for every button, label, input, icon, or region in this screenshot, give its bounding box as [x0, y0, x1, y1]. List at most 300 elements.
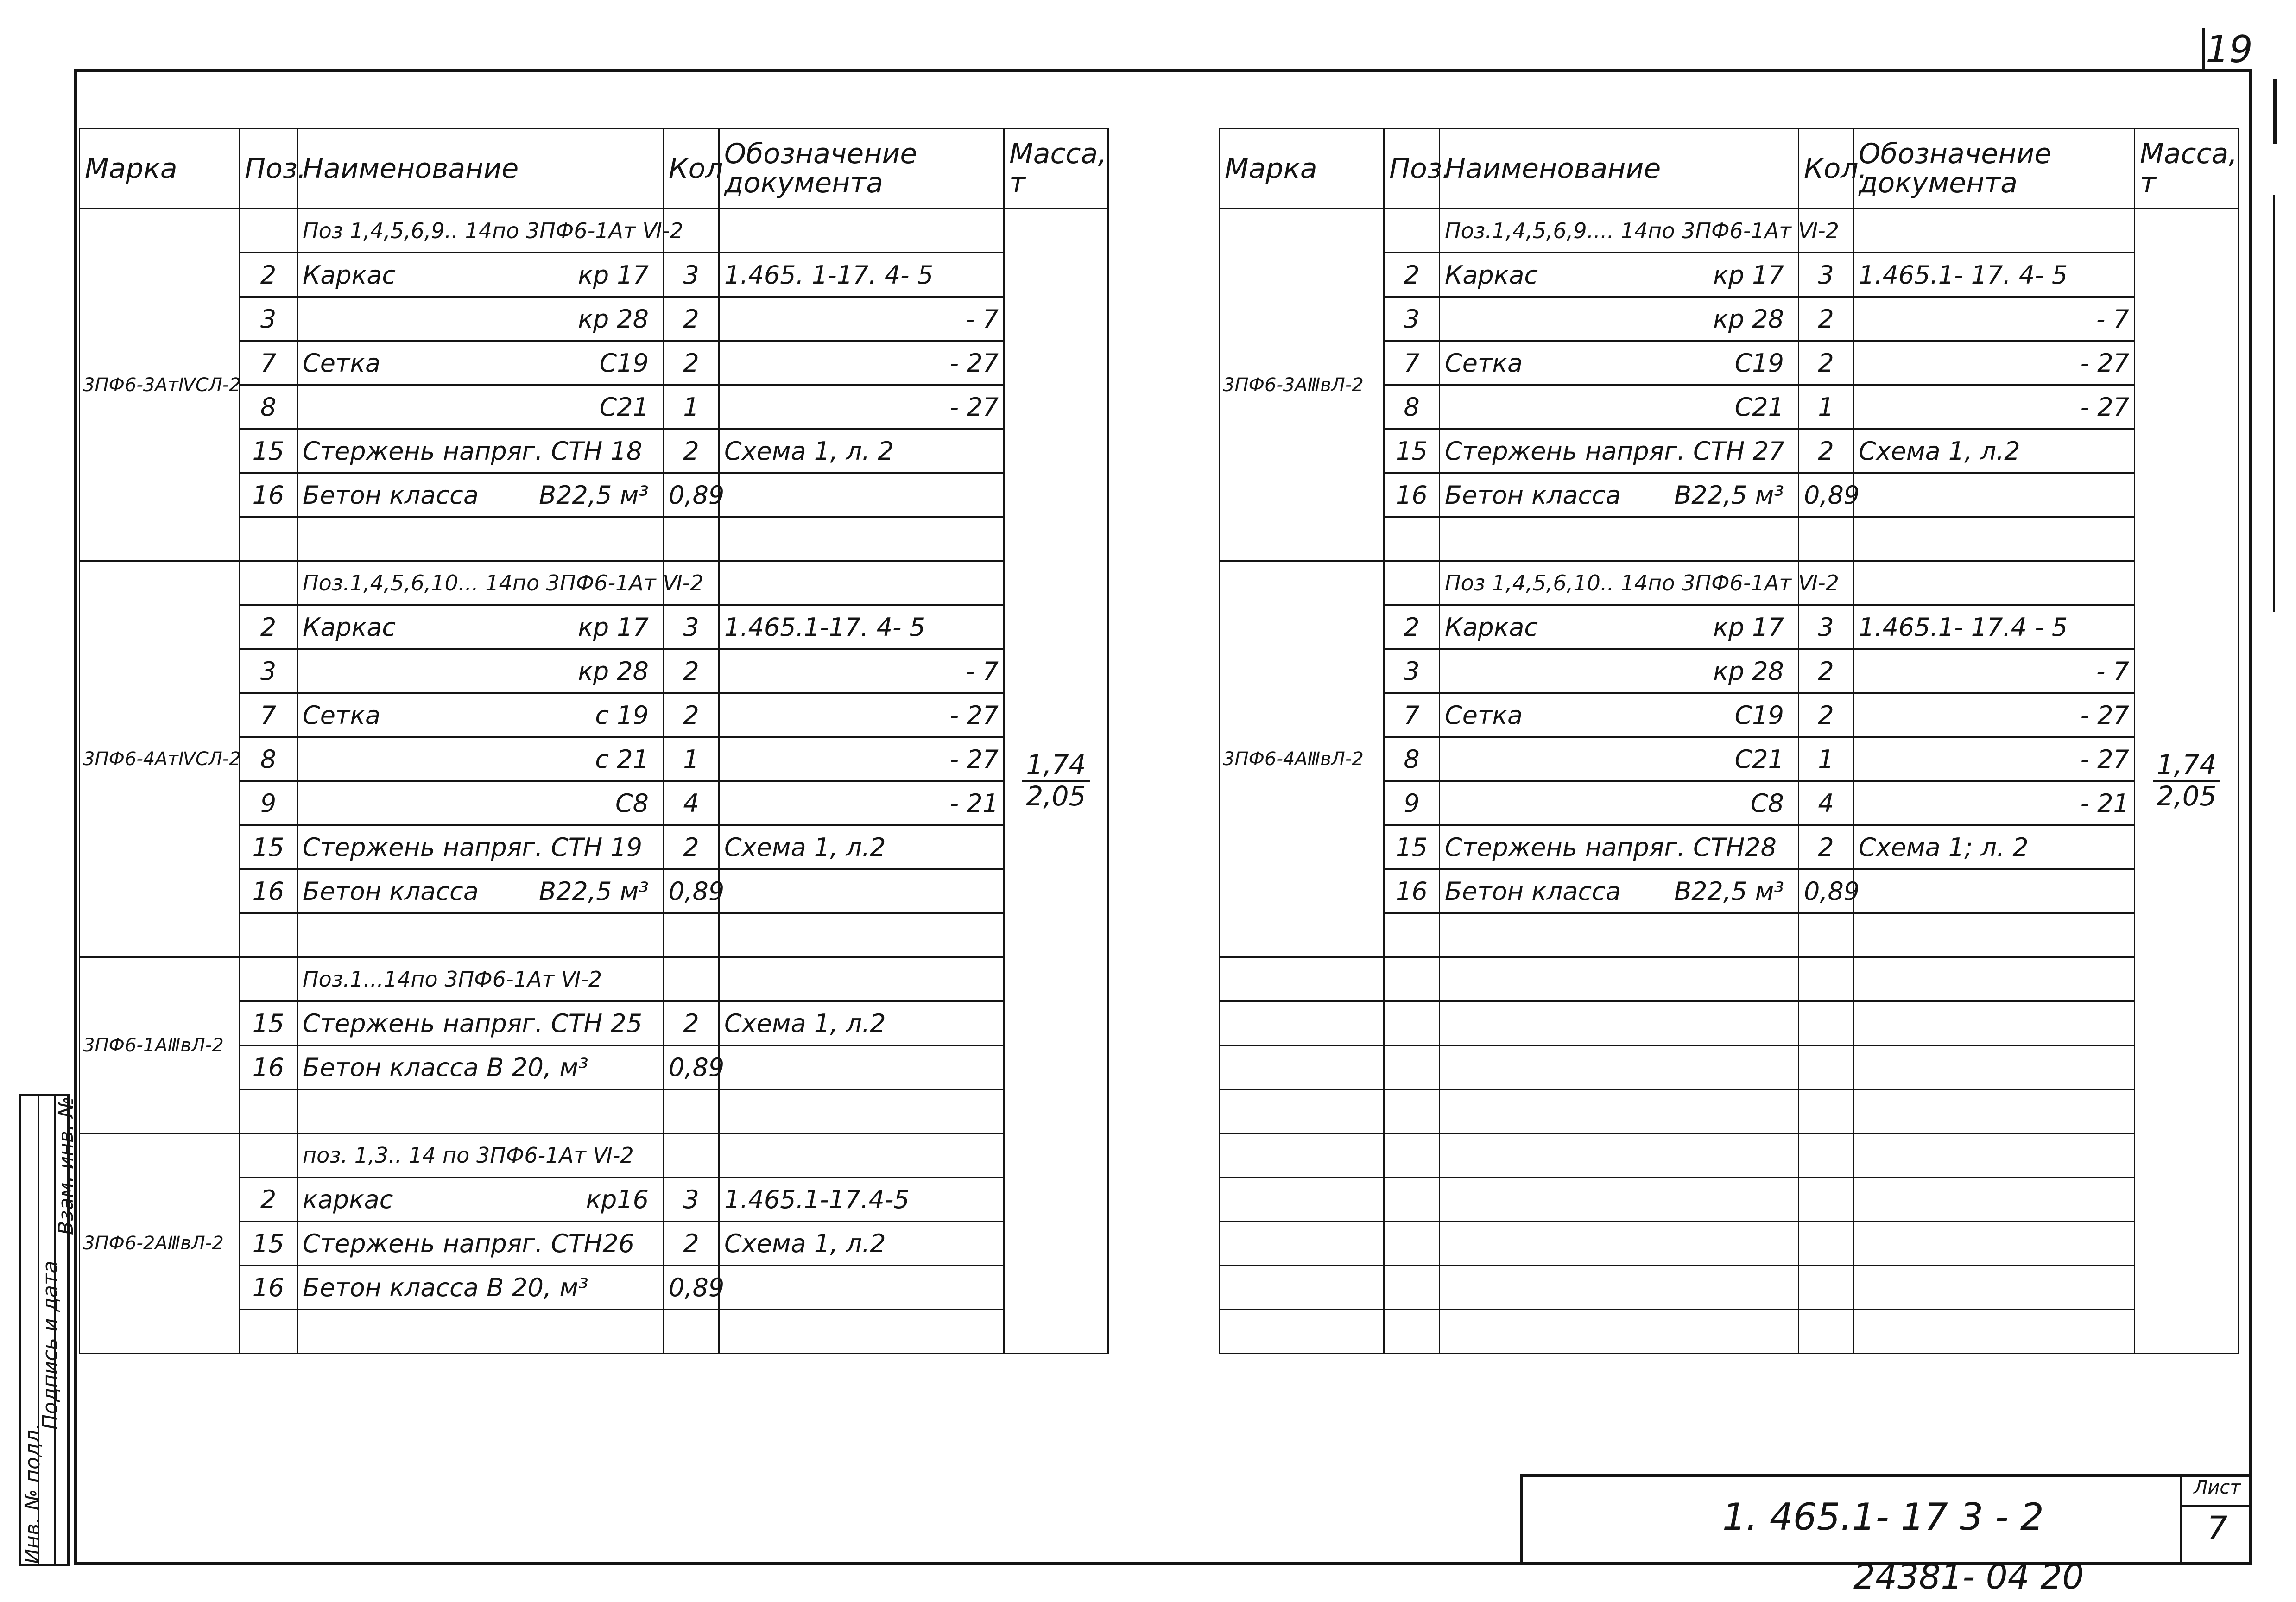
empty-cell	[1384, 1045, 1440, 1089]
title-block	[1520, 1474, 2252, 1565]
empty-cell	[1440, 957, 1799, 1001]
signature-date-label: Подпись и дата	[38, 1260, 62, 1430]
doc-cell: - 27	[719, 341, 1004, 385]
item-size: кр 17	[1713, 612, 1784, 642]
qty-header: Кол.	[1799, 129, 1853, 209]
group-note: Поз.1,4,5,6,9.... 14по 3ПФ6-1Ат Ⅵ-2	[1440, 209, 1799, 253]
item-size: С8	[615, 788, 649, 818]
doc-cell: 1.465.1- 17. 4- 5	[1853, 253, 2135, 297]
item-name: Каркас	[303, 612, 396, 642]
pos-cell: 16	[240, 869, 297, 913]
name-cell	[297, 825, 664, 869]
item-size: С8	[1750, 788, 1784, 818]
qty-cell: 2	[664, 1001, 719, 1045]
item-size: кр 17	[578, 612, 649, 642]
pos-cell	[240, 957, 297, 1001]
name-cell	[297, 429, 664, 473]
pos-header: Поз.	[1384, 129, 1440, 209]
pos-cell: 16	[1384, 473, 1440, 517]
doc-cell: Схема 1; л. 2	[1853, 825, 2135, 869]
sheet-number: 7	[2207, 1509, 2228, 1547]
empty-cell	[1440, 1178, 1799, 1222]
item-size: В22,5 м³	[539, 876, 649, 906]
pos-cell: 3	[240, 297, 297, 341]
empty-cell	[719, 1089, 1004, 1133]
name-cell	[1440, 693, 1799, 737]
name-cell	[297, 253, 664, 297]
name-header: Наименование	[1440, 129, 1799, 209]
doc-cell: Схема 1, л.2	[719, 825, 1004, 869]
name-cell	[297, 1001, 664, 1045]
mass-header: Масса, т	[2135, 129, 2239, 209]
name-cell	[1440, 737, 1799, 781]
empty-cell	[1384, 913, 1440, 957]
pos-cell: 9	[240, 781, 297, 825]
pos-cell	[240, 561, 297, 605]
pos-cell: 3	[1384, 297, 1440, 341]
empty-cell	[1853, 1266, 2135, 1310]
qty-cell: 1	[664, 385, 719, 429]
empty-cell	[664, 1310, 719, 1354]
item-name: Бетон класса	[303, 876, 479, 906]
doc-cell: 1.465. 1-17. 4- 5	[719, 253, 1004, 297]
item-size: С21	[599, 392, 649, 422]
doc-cell: 1.465.1-17. 4- 5	[719, 605, 1004, 649]
doc-cell: - 27	[1853, 385, 2135, 429]
name-cell	[297, 341, 664, 385]
item-size: с 19	[595, 700, 649, 730]
qty-cell: 0,89	[664, 869, 719, 913]
empty-cell	[719, 1310, 1004, 1354]
name-cell	[297, 1178, 664, 1222]
item-size: С21	[1734, 392, 1784, 422]
qty-cell: 0,89	[1799, 473, 1853, 517]
item-size	[649, 1009, 658, 1038]
empty-cell	[664, 1089, 719, 1133]
group-note: Поз.1,4,5,6,10... 14по 3ПФ6-1Ат Ⅵ-2	[297, 561, 664, 605]
doc-cell	[719, 869, 1004, 913]
item-size	[649, 833, 658, 862]
item-size: кр 17	[1713, 260, 1784, 290]
item-size	[1784, 437, 1794, 466]
group-note: Поз 1,4,5,6,10.. 14по 3ПФ6-1Ат Ⅵ-2	[1440, 561, 1799, 605]
pos-cell: 15	[240, 429, 297, 473]
doc-cell: Схема 1, л.2	[1853, 429, 2135, 473]
pos-cell	[1384, 561, 1440, 605]
pos-cell: 7	[1384, 341, 1440, 385]
name-cell	[297, 605, 664, 649]
qty-cell: 3	[1799, 253, 1853, 297]
item-name: Стержень напряг. СТН26	[303, 1228, 635, 1258]
empty-cell	[1853, 517, 2135, 561]
qty-header: Кол	[664, 129, 719, 209]
empty-cell	[1440, 1045, 1799, 1089]
pos-cell: 7	[1384, 693, 1440, 737]
name-cell	[1440, 649, 1799, 693]
qty-cell: 1	[664, 737, 719, 781]
doc-cell: - 21	[719, 781, 1004, 825]
qty-cell: 4	[1799, 781, 1853, 825]
item-name: Каркас	[1445, 260, 1538, 290]
name-cell	[297, 781, 664, 825]
doc-cell: 1.465.1- 17.4 - 5	[1853, 605, 2135, 649]
mass-denominator: 2,05	[1026, 780, 1086, 812]
product-mark: 3ПФ6-4АⅢвЛ-2	[1220, 561, 1384, 957]
empty-cell	[1853, 1222, 2135, 1266]
item-size	[649, 1229, 658, 1258]
item-name: Стержень напряг. СТН 27	[1445, 436, 1785, 466]
name-cell	[297, 473, 664, 517]
name-cell	[297, 1222, 664, 1266]
name-cell	[1440, 473, 1799, 517]
empty-cell	[1799, 1089, 1853, 1133]
pos-cell: 16	[1384, 869, 1440, 913]
name-cell	[1440, 297, 1799, 341]
empty-cell	[719, 913, 1004, 957]
empty-cell	[1799, 1222, 1853, 1266]
item-name: Стержень напряг. СТН 18	[303, 436, 643, 466]
empty-cell	[1384, 1001, 1440, 1045]
empty-cell	[1220, 1178, 1384, 1222]
empty-cell	[1853, 1310, 2135, 1354]
replacement-inventory-label: Взам. инв. №	[54, 1096, 78, 1235]
qty-cell: 2	[664, 693, 719, 737]
item-size: В22,5 м³	[1674, 480, 1784, 510]
name-cell	[1440, 253, 1799, 297]
corner-number: 19	[2206, 28, 2253, 71]
name-cell	[1440, 825, 1799, 869]
item-name: Стержень напряг. СТН 19	[303, 832, 643, 862]
empty-cell	[719, 517, 1004, 561]
name-cell	[297, 1045, 664, 1089]
empty-cell	[1799, 1266, 1853, 1310]
empty-cell	[1384, 1222, 1440, 1266]
doc-cell	[719, 957, 1004, 1001]
empty-cell	[240, 517, 297, 561]
qty-cell: 3	[1799, 605, 1853, 649]
empty-cell	[1853, 1178, 2135, 1222]
item-name: Бетон класса	[303, 480, 479, 510]
item-size: С19	[599, 348, 649, 378]
item-name: Сетка	[303, 700, 381, 730]
qty-cell: 1	[1799, 385, 1853, 429]
pos-cell	[1384, 209, 1440, 253]
empty-cell	[240, 1089, 297, 1133]
empty-cell	[1220, 1133, 1384, 1178]
right-spec-table	[1219, 128, 2239, 1354]
empty-cell	[1853, 1133, 2135, 1178]
item-size	[649, 1053, 658, 1082]
doc-cell: - 7	[1853, 649, 2135, 693]
pos-cell: 15	[1384, 429, 1440, 473]
name-cell	[1440, 429, 1799, 473]
empty-cell	[1384, 1089, 1440, 1133]
name-cell	[297, 1266, 664, 1310]
pos-cell: 2	[240, 605, 297, 649]
item-name: Стержень напряг. СТН 25	[303, 1008, 643, 1038]
doc-cell: - 21	[1853, 781, 2135, 825]
pos-cell: 2	[240, 1178, 297, 1222]
empty-cell	[1799, 913, 1853, 957]
item-name: Бетон класса	[1445, 876, 1621, 906]
empty-cell	[240, 913, 297, 957]
doc-cell	[1853, 209, 2135, 253]
item-size	[1784, 833, 1793, 862]
item-size: кр 28	[1713, 656, 1784, 686]
pos-cell: 8	[240, 737, 297, 781]
pos-cell: 15	[1384, 825, 1440, 869]
left-spec-table	[79, 128, 1109, 1354]
empty-cell	[1799, 1001, 1853, 1045]
sheet-box	[2180, 1477, 2252, 1565]
doc-cell	[719, 561, 1004, 605]
doc-cell: - 27	[719, 385, 1004, 429]
empty-cell	[1384, 957, 1440, 1001]
qty-cell: 0,89	[1799, 869, 1853, 913]
item-name: Бетон класса	[1445, 480, 1621, 510]
side-stamp	[19, 1094, 78, 1566]
empty-cell	[1440, 1310, 1799, 1354]
empty-cell	[1440, 913, 1799, 957]
pos-cell: 3	[1384, 649, 1440, 693]
product-mark: 3ПФ6-3АⅢвЛ-2	[1220, 209, 1384, 561]
item-size: С19	[1734, 348, 1784, 378]
item-size	[649, 1273, 658, 1302]
product-mark: 3ПФ6-3АтⅣСЛ-2	[80, 209, 240, 561]
qty-cell: 3	[664, 253, 719, 297]
pos-cell: 16	[240, 1045, 297, 1089]
doc-cell: - 7	[719, 649, 1004, 693]
qty-cell: 2	[1799, 297, 1853, 341]
empty-cell	[1384, 1310, 1440, 1354]
qty-cell	[664, 957, 719, 1001]
empty-cell	[1853, 1089, 2135, 1133]
empty-cell	[1799, 957, 1853, 1001]
edge-mark	[2273, 79, 2277, 144]
qty-cell: 3	[664, 605, 719, 649]
pos-cell: 8	[1384, 385, 1440, 429]
item-size: С21	[1734, 744, 1784, 774]
product-mark: 3ПФ6-2АⅢвЛ-2	[80, 1133, 240, 1354]
mass-fraction	[2153, 750, 2220, 811]
qty-cell: 2	[1799, 649, 1853, 693]
name-cell	[1440, 341, 1799, 385]
item-size	[649, 437, 658, 466]
doc-cell: - 7	[719, 297, 1004, 341]
empty-cell	[664, 517, 719, 561]
edge-mark	[2273, 195, 2275, 612]
empty-cell	[1799, 1133, 1853, 1178]
item-size: В22,5 м³	[1674, 876, 1784, 906]
empty-cell	[1220, 1222, 1384, 1266]
item-name: Стержень напряг. СТН28	[1445, 832, 1777, 862]
item-name: Бетон класса В 20, м³	[303, 1052, 588, 1082]
name-cell	[1440, 385, 1799, 429]
qty-cell: 4	[664, 781, 719, 825]
qty-cell: 2	[664, 341, 719, 385]
item-name: Сетка	[303, 348, 381, 378]
qty-cell: 1	[1799, 737, 1853, 781]
empty-cell	[1853, 1045, 2135, 1089]
qty-cell: 2	[664, 1222, 719, 1266]
empty-cell	[1220, 1001, 1384, 1045]
empty-cell	[1440, 1133, 1799, 1178]
empty-cell	[1384, 517, 1440, 561]
mark-header: Марка	[1220, 129, 1384, 209]
doc-cell	[1853, 561, 2135, 605]
group-note: поз. 1,3.. 14 по 3ПФ6-1Ат Ⅵ-2	[297, 1133, 664, 1178]
pos-cell: 16	[240, 473, 297, 517]
qty-cell: 2	[664, 649, 719, 693]
item-size: кр16	[586, 1184, 649, 1214]
item-size: с 21	[595, 744, 649, 774]
empty-cell	[297, 913, 664, 957]
pos-cell: 8	[1384, 737, 1440, 781]
empty-cell	[297, 517, 664, 561]
pos-header: Поз.	[240, 129, 297, 209]
doc-header: Обозначение документа	[719, 129, 1004, 209]
empty-cell	[297, 1089, 664, 1133]
doc-cell: - 27	[1853, 737, 2135, 781]
empty-cell	[1440, 1089, 1799, 1133]
empty-cell	[1220, 957, 1384, 1001]
qty-cell: 0,89	[664, 1266, 719, 1310]
pos-cell: 3	[240, 649, 297, 693]
mass-numerator: 1,74	[1022, 750, 1089, 782]
empty-cell	[1220, 1089, 1384, 1133]
name-cell	[297, 737, 664, 781]
empty-cell	[1799, 517, 1853, 561]
empty-cell	[1799, 1178, 1853, 1222]
doc-cell: Схема 1, л.2	[719, 1222, 1004, 1266]
item-size: кр 28	[578, 304, 649, 334]
empty-cell	[1220, 1045, 1384, 1089]
doc-cell	[719, 209, 1004, 253]
mark-header: Марка	[80, 129, 240, 209]
product-mark: 3ПФ6-1АⅢвЛ-2	[80, 957, 240, 1133]
empty-cell	[1384, 1133, 1440, 1178]
doc-cell: Схема 1, л. 2	[719, 429, 1004, 473]
archive-number: 24381- 04 20	[1853, 1557, 2084, 1597]
item-name: Сетка	[1445, 348, 1523, 378]
doc-cell	[1853, 473, 2135, 517]
item-size: С19	[1734, 700, 1784, 730]
mass-cell	[2135, 209, 2239, 1354]
name-cell	[297, 693, 664, 737]
mass-header: Масса, т	[1004, 129, 1108, 209]
pos-cell: 15	[240, 1222, 297, 1266]
doc-cell: 1.465.1-17.4-5	[719, 1178, 1004, 1222]
item-name: Бетон класса В 20, м³	[303, 1273, 588, 1302]
pos-cell: 15	[240, 825, 297, 869]
qty-cell: 2	[1799, 429, 1853, 473]
pos-cell: 7	[240, 341, 297, 385]
doc-cell	[719, 1133, 1004, 1178]
qty-cell: 2	[664, 429, 719, 473]
empty-cell	[1220, 1266, 1384, 1310]
empty-cell	[240, 1310, 297, 1354]
doc-cell: - 27	[719, 737, 1004, 781]
item-name: каркас	[303, 1184, 393, 1214]
pos-cell: 16	[240, 1266, 297, 1310]
pos-cell: 2	[1384, 253, 1440, 297]
inventory-label: Инв. № подл.	[21, 1423, 44, 1564]
empty-cell	[1384, 1178, 1440, 1222]
item-size: кр 17	[578, 260, 649, 290]
doc-cell: - 27	[719, 693, 1004, 737]
mass-numerator: 1,74	[2153, 750, 2220, 782]
qty-cell: 0,89	[664, 1045, 719, 1089]
qty-cell	[664, 1133, 719, 1178]
item-name: Каркас	[303, 260, 396, 290]
empty-cell	[1440, 517, 1799, 561]
empty-cell	[1799, 1045, 1853, 1089]
name-cell	[297, 385, 664, 429]
empty-cell	[1384, 1266, 1440, 1310]
sheet-label: Лист	[2182, 1477, 2252, 1507]
empty-cell	[1440, 1222, 1799, 1266]
product-mark: 3ПФ6-4АтⅣСЛ-2	[80, 561, 240, 957]
item-size: кр 28	[1713, 304, 1784, 334]
doc-cell: - 27	[1853, 341, 2135, 385]
mass-fraction	[1022, 750, 1089, 811]
doc-cell	[719, 1045, 1004, 1089]
item-name: Сетка	[1445, 700, 1523, 730]
item-size: В22,5 м³	[539, 480, 649, 510]
pos-cell	[240, 209, 297, 253]
pos-cell: 7	[240, 693, 297, 737]
empty-cell	[1799, 1310, 1853, 1354]
doc-cell	[1853, 869, 2135, 913]
empty-cell	[297, 1310, 664, 1354]
pos-cell: 9	[1384, 781, 1440, 825]
item-name: Каркас	[1445, 612, 1538, 642]
name-cell	[1440, 605, 1799, 649]
empty-cell	[664, 913, 719, 957]
group-note: Поз 1,4,5,6,9.. 14по 3ПФ6-1Ат Ⅵ-2	[297, 209, 664, 253]
mass-cell	[1004, 209, 1108, 1354]
doc-cell	[719, 473, 1004, 517]
name-cell	[297, 297, 664, 341]
doc-cell: - 27	[1853, 693, 2135, 737]
empty-cell	[1220, 1310, 1384, 1354]
empty-cell	[1853, 1001, 2135, 1045]
pos-cell: 2	[1384, 605, 1440, 649]
qty-cell: 3	[664, 1178, 719, 1222]
pos-cell	[240, 1133, 297, 1178]
name-cell	[297, 869, 664, 913]
qty-cell: 0,89	[664, 473, 719, 517]
mass-denominator: 2,05	[2157, 780, 2217, 812]
pos-cell: 2	[240, 253, 297, 297]
qty-cell: 2	[1799, 341, 1853, 385]
qty-cell: 2	[1799, 825, 1853, 869]
qty-cell: 2	[664, 297, 719, 341]
qty-cell: 2	[664, 825, 719, 869]
pos-cell: 15	[240, 1001, 297, 1045]
empty-cell	[1853, 913, 2135, 957]
pos-cell: 8	[240, 385, 297, 429]
empty-cell	[1440, 1001, 1799, 1045]
name-cell	[1440, 869, 1799, 913]
group-note: Поз.1...14по 3ПФ6-1Ат Ⅵ-2	[297, 957, 664, 1001]
name-cell	[1440, 781, 1799, 825]
doc-cell	[719, 1266, 1004, 1310]
item-size: кр 28	[578, 656, 649, 686]
document-code: 1. 465.1- 17 3 - 2	[1722, 1495, 2044, 1539]
doc-cell: Схема 1, л.2	[719, 1001, 1004, 1045]
name-cell	[297, 649, 664, 693]
